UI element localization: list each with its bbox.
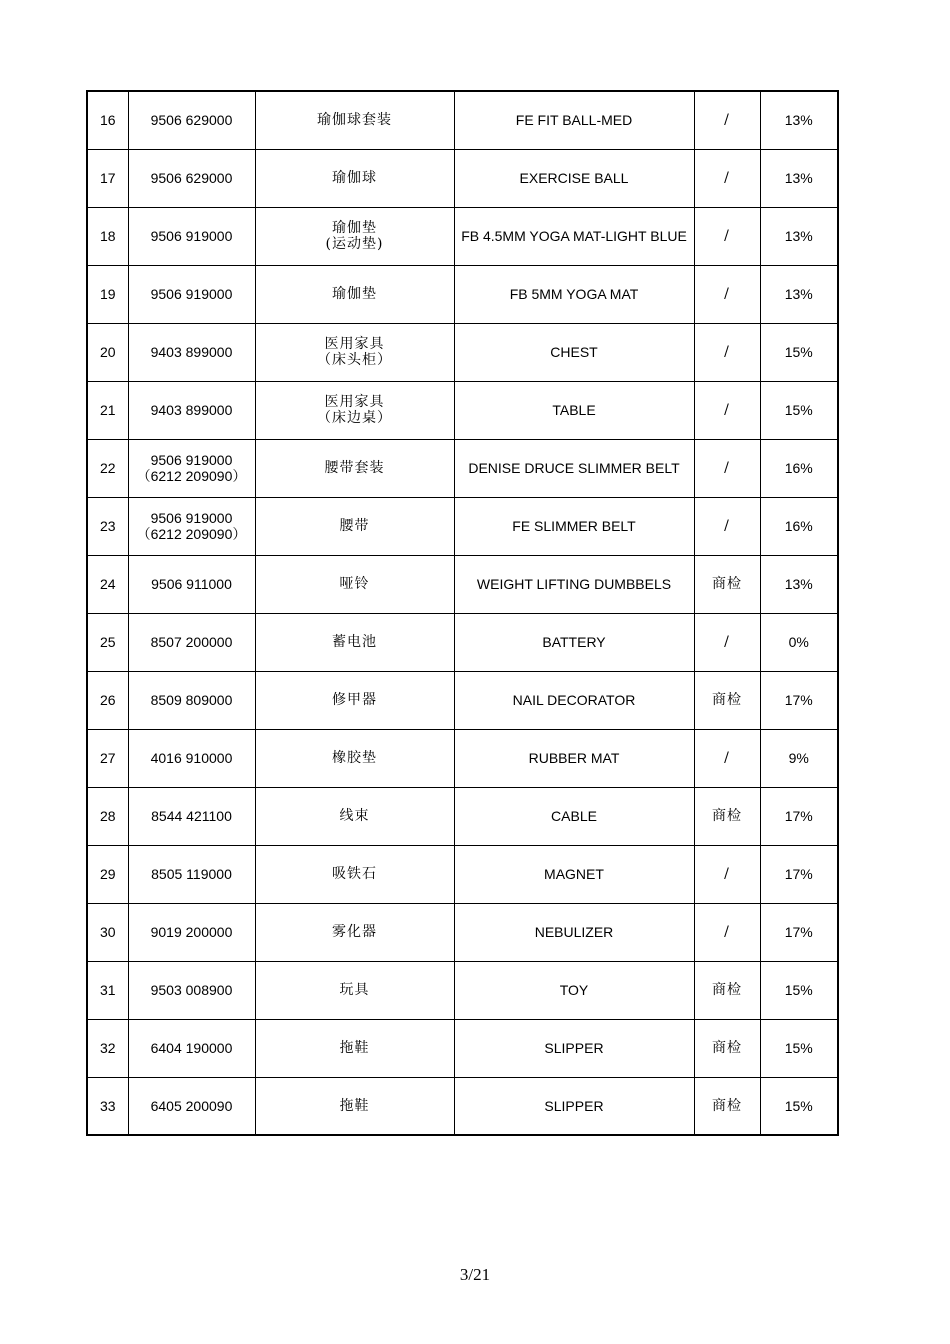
hs-code-line: 9506 919000: [150, 228, 233, 244]
rate-cell: 15%: [760, 961, 838, 1019]
table-row: [87, 1077, 838, 1135]
hs-code-line: 9506 911000: [151, 576, 232, 592]
rate-cell: 17%: [760, 845, 838, 903]
row-number-cell: 28: [87, 787, 128, 845]
inspection-cell: 商检: [694, 961, 760, 1019]
inspection-cell: /: [694, 207, 760, 265]
table-row: [87, 961, 838, 1019]
rate-cell: 15%: [760, 1019, 838, 1077]
row-number-cell: 31: [87, 961, 128, 1019]
inspection-cell: 商检: [694, 671, 760, 729]
rate-cell: 15%: [760, 1077, 838, 1135]
chinese-name-line: 腰带套装: [324, 460, 385, 476]
rate-cell: 9%: [760, 729, 838, 787]
table-row: [87, 613, 838, 671]
row-number-cell: 20: [87, 323, 128, 381]
english-name-cell: FB 4.5MM YOGA MAT-LIGHT BLUE: [454, 207, 694, 265]
inspection-cell: /: [694, 265, 760, 323]
inspection-cell: /: [694, 497, 760, 555]
hs-code-line: 9506 629000: [150, 112, 233, 129]
hs-code-cell: [128, 613, 255, 671]
row-number-cell: 27: [87, 729, 128, 787]
chinese-name-line: 拖鞋: [339, 1040, 370, 1056]
english-name-cell: RUBBER MAT: [454, 729, 694, 787]
row-number-cell: 33: [87, 1077, 128, 1135]
chinese-name-line: 医用家具: [324, 336, 385, 352]
chinese-name-cell: [255, 787, 454, 845]
rate-cell: 17%: [760, 903, 838, 961]
hs-code-cell: [128, 1077, 255, 1135]
row-number-cell: 32: [87, 1019, 128, 1077]
table-row: [87, 787, 838, 845]
rate-cell: 17%: [760, 787, 838, 845]
row-number-cell: 25: [87, 613, 128, 671]
inspection-cell: /: [694, 381, 760, 439]
hs-code-cell: [128, 1019, 255, 1077]
hs-code-cell: [128, 671, 255, 729]
english-name-cell: DENISE DRUCE SLIMMER BELT: [454, 439, 694, 497]
english-name-cell: SLIPPER: [454, 1019, 694, 1077]
table-row: [87, 439, 838, 497]
hs-code-line: 6405 200090: [150, 1097, 233, 1114]
english-name-cell: CHEST: [454, 323, 694, 381]
chinese-name-cell: [255, 323, 454, 381]
table-row: [87, 207, 838, 265]
hs-code-line: 9403 899000: [150, 344, 233, 360]
english-name-cell: FE FIT BALL-MED: [454, 91, 694, 149]
table-row: [87, 381, 838, 439]
chinese-name-line: 线束: [339, 808, 370, 824]
chinese-name-cell: [255, 555, 454, 613]
inspection-cell: /: [694, 613, 760, 671]
table-row: [87, 903, 838, 961]
english-name-cell: FE SLIMMER BELT: [454, 497, 694, 555]
table-row: [87, 149, 838, 207]
page-number: 3/21: [459, 1265, 491, 1284]
rate-cell: 16%: [760, 439, 838, 497]
rate-cell: 13%: [760, 149, 838, 207]
chinese-name-line: 瑜伽垫: [332, 286, 377, 302]
hs-code-cell: [128, 787, 255, 845]
inspection-cell: /: [694, 845, 760, 903]
chinese-name-cell: [255, 671, 454, 729]
rate-cell: 13%: [760, 207, 838, 265]
chinese-name-line: 橡胶垫: [332, 750, 377, 766]
english-name-cell: FB 5MM YOGA MAT: [454, 265, 694, 323]
rate-cell: 13%: [760, 91, 838, 149]
table-row: [87, 497, 838, 555]
hs-code-cell: [128, 845, 255, 903]
rate-cell: 16%: [760, 497, 838, 555]
rate-cell: 13%: [760, 265, 838, 323]
english-name-cell: BATTERY: [454, 613, 694, 671]
inspection-cell: /: [694, 149, 760, 207]
table-row: [87, 671, 838, 729]
chinese-name-cell: [255, 497, 454, 555]
english-name-cell: EXERCISE BALL: [454, 149, 694, 207]
hs-code-line: 8507 200000: [150, 634, 233, 650]
rate-cell: 15%: [760, 323, 838, 381]
hs-code-line: 9506 629000: [150, 170, 233, 186]
chinese-name-cell: [255, 439, 454, 497]
chinese-name-cell: [255, 265, 454, 323]
hs-code-line: 9019 200000: [150, 924, 233, 940]
chinese-name-line: 医用家具: [324, 394, 385, 410]
hs-code-line: 8544 421100: [151, 808, 232, 824]
chinese-name-cell: [255, 207, 454, 265]
chinese-name-line: 哑铃: [339, 576, 370, 592]
hs-code-cell: [128, 91, 255, 149]
hs-code-line: 8505 119000: [151, 866, 232, 882]
hs-code-cell: [128, 207, 255, 265]
table-row: [87, 729, 838, 787]
inspection-cell: 商检: [694, 787, 760, 845]
rate-cell: 17%: [760, 671, 838, 729]
rate-cell: 15%: [760, 381, 838, 439]
chinese-name-line: 腰带: [339, 518, 370, 534]
hs-code-cell: [128, 903, 255, 961]
chinese-name-cell: [255, 613, 454, 671]
chinese-name-line: 瑜伽球套装: [317, 112, 392, 129]
english-name-cell: TOY: [454, 961, 694, 1019]
row-number-cell: 18: [87, 207, 128, 265]
chinese-name-line: 拖鞋: [339, 1097, 370, 1114]
chinese-name-line: (运动垫): [325, 236, 384, 252]
hs-code-line: （6212 209090）: [136, 526, 247, 542]
chinese-name-cell: [255, 1019, 454, 1077]
hs-code-line: 9503 008900: [150, 982, 233, 998]
row-number-cell: 30: [87, 903, 128, 961]
chinese-name-line: 雾化器: [332, 924, 377, 940]
chinese-name-line: 修甲器: [332, 692, 377, 708]
hs-code-line: 4016 910000: [150, 750, 233, 766]
english-name-cell: NAIL DECORATOR: [454, 671, 694, 729]
english-name-cell: MAGNET: [454, 845, 694, 903]
chinese-name-cell: [255, 91, 454, 149]
chinese-name-line: （床头柜）: [317, 352, 392, 368]
row-number-cell: 21: [87, 381, 128, 439]
chinese-name-cell: [255, 1077, 454, 1135]
chinese-name-cell: [255, 149, 454, 207]
hs-code-cell: [128, 555, 255, 613]
row-number-cell: 24: [87, 555, 128, 613]
inspection-cell: /: [694, 323, 760, 381]
hs-code-line: 9403 899000: [150, 402, 233, 418]
goods-table-body: [87, 91, 838, 1135]
rate-cell: 0%: [760, 613, 838, 671]
row-number-cell: 22: [87, 439, 128, 497]
chinese-name-line: 瑜伽垫: [332, 220, 377, 236]
row-number-cell: 16: [87, 91, 128, 149]
inspection-cell: 商检: [694, 555, 760, 613]
hs-code-cell: [128, 323, 255, 381]
english-name-cell: TABLE: [454, 381, 694, 439]
table-row: [87, 91, 838, 149]
hs-code-line: 9506 919000: [150, 452, 233, 468]
chinese-name-cell: [255, 961, 454, 1019]
hs-code-cell: [128, 265, 255, 323]
inspection-cell: 商检: [694, 1077, 760, 1135]
hs-code-line: 6404 190000: [150, 1040, 233, 1056]
hs-code-line: 9506 919000: [150, 286, 233, 302]
hs-code-line: 8509 809000: [150, 692, 233, 708]
chinese-name-line: 瑜伽球: [332, 170, 377, 186]
hs-code-cell: [128, 149, 255, 207]
row-number-cell: 29: [87, 845, 128, 903]
row-number-cell: 17: [87, 149, 128, 207]
english-name-cell: WEIGHT LIFTING DUMBBELS: [454, 555, 694, 613]
chinese-name-cell: [255, 845, 454, 903]
table-row: [87, 845, 838, 903]
hs-code-cell: [128, 497, 255, 555]
chinese-name-line: （床边桌）: [317, 410, 392, 426]
english-name-cell: NEBULIZER: [454, 903, 694, 961]
chinese-name-cell: [255, 729, 454, 787]
inspection-cell: /: [694, 729, 760, 787]
inspection-cell: /: [694, 903, 760, 961]
row-number-cell: 19: [87, 265, 128, 323]
hs-code-cell: [128, 439, 255, 497]
table-row: [87, 323, 838, 381]
row-number-cell: 23: [87, 497, 128, 555]
inspection-cell: /: [694, 439, 760, 497]
hs-code-cell: [128, 961, 255, 1019]
hs-code-line: （6212 209090）: [136, 468, 247, 484]
rate-cell: 13%: [760, 555, 838, 613]
hs-code-line: 9506 919000: [150, 510, 233, 526]
row-number-cell: 26: [87, 671, 128, 729]
english-name-cell: SLIPPER: [454, 1077, 694, 1135]
chinese-name-cell: [255, 381, 454, 439]
inspection-cell: /: [694, 91, 760, 149]
table-row: [87, 555, 838, 613]
chinese-name-line: 吸铁石: [332, 866, 377, 882]
hs-code-cell: [128, 381, 255, 439]
chinese-name-cell: [255, 903, 454, 961]
chinese-name-line: 蓄电池: [332, 634, 377, 650]
chinese-name-line: 玩具: [339, 982, 370, 998]
inspection-cell: 商检: [694, 1019, 760, 1077]
table-row: [87, 1019, 838, 1077]
hs-code-cell: [128, 729, 255, 787]
table-row: [87, 265, 838, 323]
english-name-cell: CABLE: [454, 787, 694, 845]
goods-table: [86, 90, 839, 1136]
